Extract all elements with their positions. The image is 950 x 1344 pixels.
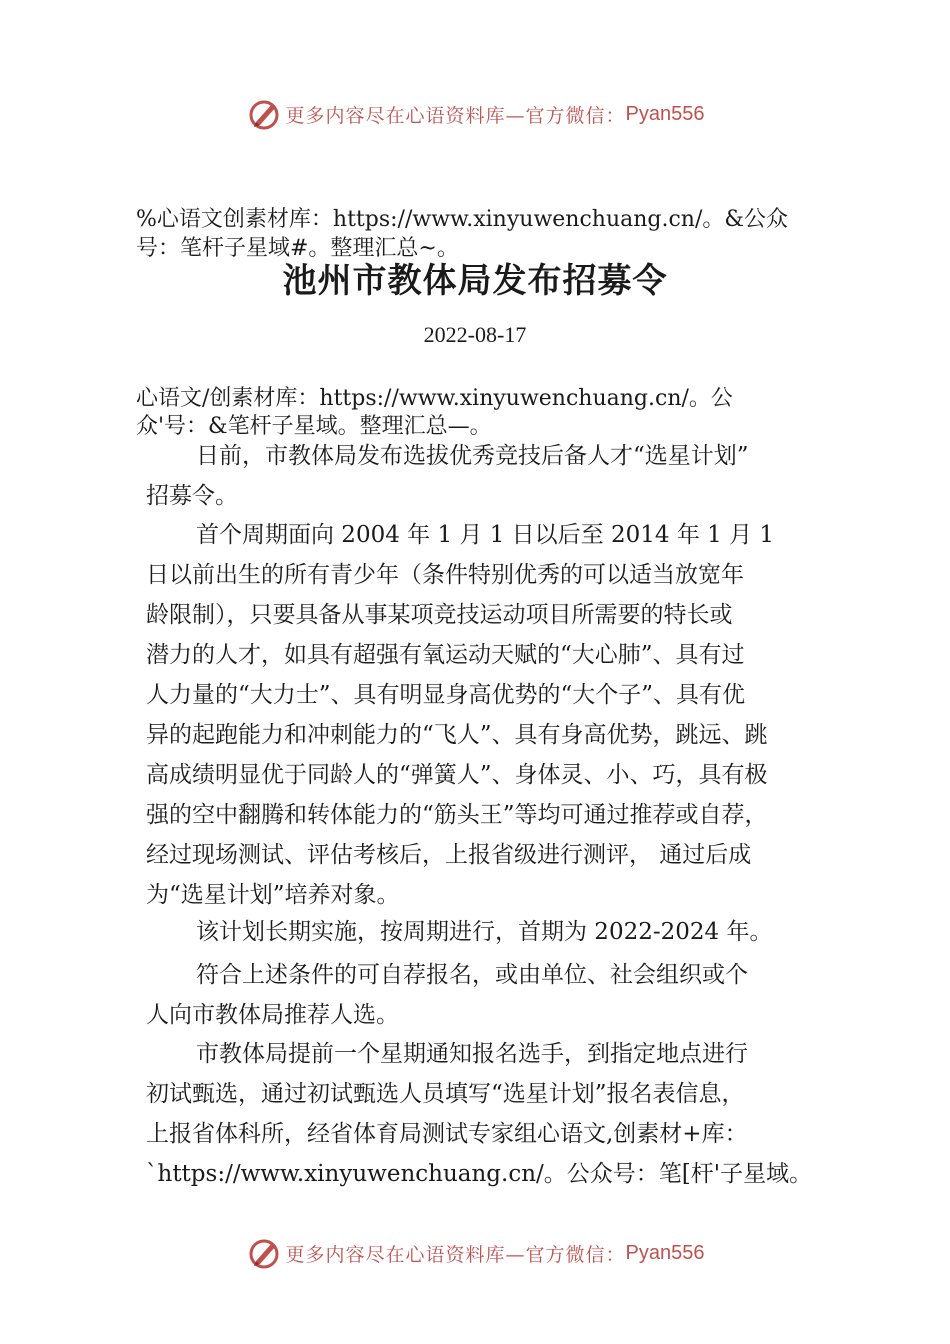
footer-banner [0, 1233, 950, 1273]
paragraph-2 [146, 515, 774, 915]
preface-line-1: %心语文创素材库：https://www.xinyuwenchuang.cn/。&公众 [136, 207, 788, 232]
paragraph-line: 龄限制），只要具备从事某项竞技运动项目所需要的特长或 [146, 602, 733, 628]
paragraph-line: 潜力的人才，如具有超强有氧运动天赋的“大心肺”、具有过 [146, 642, 745, 668]
banner-text: 更多内容尽在心语资料库—官方微信： [285, 1243, 626, 1266]
paragraph-3 [146, 912, 772, 952]
paragraph-5 [146, 1034, 812, 1194]
paragraph-line: 人向市教体局推荐人选。 [146, 1002, 399, 1028]
article-date: 2022-08-17 [423, 322, 527, 347]
watermark-line-2: 众'号：&笔杆子星域。整理汇总—。 [136, 414, 492, 439]
preface-line-2: 号：笔杆子星域#。整理汇总~。 [136, 236, 459, 261]
paragraph-line: 异的起跑能力和冲刺能力的“飞人”、具有身高优势，跳远、跳 [146, 722, 768, 748]
paragraph-line: 招募令。 [146, 483, 238, 509]
paragraph-line: 强的空中翻腾和转体能力的“筋头王”等均可通过推荐或自荐， [146, 802, 768, 828]
paragraph-line: 首个周期面向 2004 年 1 月 1 日以后至 2014 年 1 月 1 [196, 522, 775, 548]
paragraph-line: 日前，市教体局发布选拔优秀竞技后备人才“选星计划” [196, 443, 749, 469]
paragraph-line: 高成绩明显优于同龄人的“弹簧人”、身体灵、小、巧，具有极 [146, 762, 768, 788]
paragraph-line: `https://www.xinyuwenchuang.cn/。公众号：笔[杆'子星域。 [146, 1161, 813, 1187]
paragraph-line: 符合上述条件的可自荐报名，或由单位、社会组织或个 [196, 962, 748, 988]
article-title: 池州市教体局发布招募令 [282, 261, 668, 301]
paragraph-line: 初试甄选，通过初试甄选人员填写“选星计划”报名表信息， [146, 1081, 745, 1107]
pen-logo-icon [246, 1235, 282, 1271]
watermark-line-1: 心语文/创素材库：https://www.xinyuwenchuang.cn/。公 [136, 386, 733, 411]
header-banner [0, 94, 950, 134]
paragraph-line: 人力量的“大力士”、具有明显身高优势的“大个子”、具有优 [146, 682, 746, 708]
paragraph-line: 日以前出生的所有青少年（条件特别优秀的可以适当放宽年 [146, 562, 744, 588]
paragraph-1 [146, 436, 749, 516]
paragraph-line: 经过现场测试、评估考核后，上报省级进行测评， 通过后成 [146, 842, 752, 868]
banner-text: 更多内容尽在心语资料库—官方微信： [285, 104, 626, 127]
paragraph-line: 为“选星计划”培养对象。 [146, 882, 400, 908]
paragraph-line: 该计划长期实施，按周期进行，首期为 2022-2024 年。 [196, 919, 773, 945]
pen-logo-icon [246, 96, 282, 132]
banner-wechat-id: Pyan556 [625, 102, 705, 125]
banner-wechat-id: Pyan556 [625, 1241, 705, 1264]
paragraph-line: 上报省体科所，经省体育局测试专家组心语文,创素材+库： [146, 1121, 748, 1147]
paragraph-line: 市教体局提前一个星期通知报名选手，到指定地点进行 [196, 1041, 748, 1067]
paragraph-4 [146, 955, 748, 1035]
